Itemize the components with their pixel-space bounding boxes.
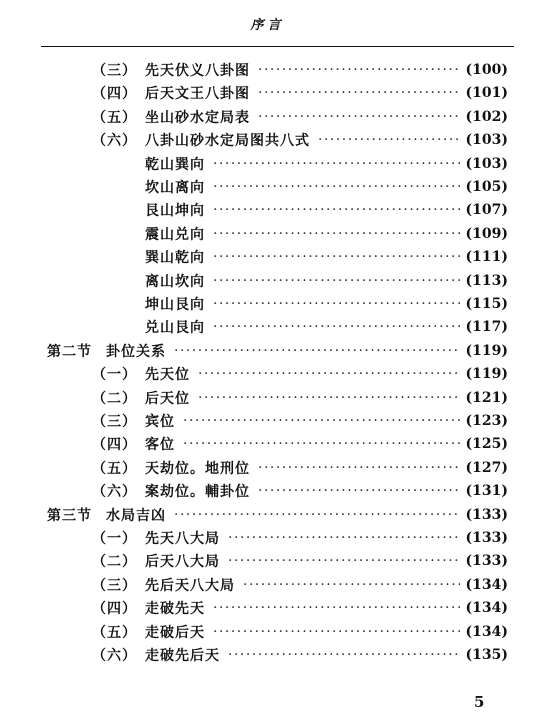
toc-entry-title: 先天伏义八卦图	[145, 63, 250, 79]
toc-entry-page: (115)	[465, 296, 508, 312]
toc-entry-label	[92, 411, 175, 431]
dot-leader	[318, 132, 460, 148]
dot-leader	[258, 460, 460, 476]
toc-entry	[92, 433, 508, 455]
toc-entry-title: 八卦山砂水定局图共八式	[145, 133, 310, 150]
toc-entry-page: (133)	[465, 530, 508, 546]
toc-entry-label	[92, 130, 310, 150]
toc-entry-label	[145, 200, 205, 220]
dot-leader	[213, 319, 460, 335]
dot-leader	[213, 296, 460, 312]
toc-entry	[92, 527, 508, 549]
toc-entry	[145, 153, 508, 175]
toc-entry-label	[145, 154, 205, 174]
dot-leader	[183, 436, 460, 452]
toc-entry-title: 坎山离向	[145, 180, 205, 196]
toc-entry-label	[92, 481, 250, 501]
toc-entry-number: （三）	[92, 414, 137, 430]
toc-entry-label	[92, 458, 250, 478]
toc-entry-label	[92, 575, 235, 595]
dot-leader	[174, 507, 460, 523]
toc-entry-number: （六）	[92, 484, 137, 501]
toc-entry-label	[145, 177, 205, 197]
toc-entry-page: (103)	[465, 132, 508, 149]
dot-leader	[174, 343, 460, 359]
toc-entry-number: （三）	[92, 577, 137, 594]
toc-entry-number: （三）	[92, 63, 137, 79]
toc-entry-title: 案劫位。輔卦位	[145, 484, 250, 501]
toc-entry	[92, 129, 508, 151]
toc-entry	[47, 504, 508, 526]
toc-entry-title: 后天八大局	[145, 554, 220, 571]
toc-entry-title: 走破先天	[145, 601, 205, 618]
toc-entry-label	[145, 317, 205, 337]
toc-entry-title: 坤山艮向	[145, 297, 205, 313]
toc-entry-number: （一）	[92, 531, 137, 547]
dot-leader	[213, 202, 460, 218]
dot-leader	[258, 62, 460, 78]
toc-entry	[92, 621, 508, 643]
toc-entry-page: (134)	[465, 623, 508, 640]
toc-entry-number: （五）	[92, 109, 137, 126]
dot-leader	[213, 273, 460, 289]
toc-entry-page: (119)	[465, 366, 508, 383]
toc-entry-label	[92, 388, 190, 408]
dot-leader	[183, 413, 460, 429]
dot-leader	[243, 577, 460, 593]
toc-entry-page: (107)	[465, 202, 508, 219]
toc-entry-number: 第二节	[47, 343, 92, 360]
toc-entry	[92, 457, 508, 479]
toc-entry-page: (125)	[465, 436, 508, 453]
toc-entry-label	[92, 83, 250, 103]
toc-entry-label	[92, 364, 190, 384]
running-header: 序言	[250, 18, 285, 33]
toc-entry-page: (105)	[465, 179, 508, 195]
toc-entry-number: （五）	[92, 624, 137, 641]
toc-entry-page: (121)	[465, 389, 508, 406]
toc-entry-title: 坐山砂水定局表	[145, 109, 250, 126]
toc-entry-number: （五）	[92, 460, 137, 477]
toc-entry	[92, 574, 508, 596]
toc-entry-title: 卦位关系	[106, 343, 166, 360]
toc-entry-label	[92, 60, 250, 80]
toc-entry-page: (103)	[465, 155, 508, 172]
toc-entry	[145, 293, 508, 315]
toc-entry-title: 天劫位。地刑位	[145, 460, 250, 477]
toc-entry	[92, 410, 508, 432]
toc-entry	[92, 387, 508, 409]
toc-entry-title: 震山兑向	[145, 226, 205, 243]
toc-entry-number: （一）	[92, 367, 137, 384]
page-number: 5	[474, 693, 485, 711]
toc-entry-page: (127)	[465, 459, 508, 476]
toc-entry-title: 先天八大局	[145, 531, 220, 547]
toc-entry-title: 后天位	[145, 390, 190, 407]
toc-entry-page: (133)	[465, 553, 508, 570]
toc-entry-title: 先天位	[145, 367, 190, 384]
toc-entry	[145, 246, 508, 268]
toc-entry-label	[92, 434, 175, 454]
dot-leader	[258, 109, 460, 125]
toc-entry-page: (131)	[465, 483, 508, 500]
toc-entry-title: 水局吉凶	[106, 507, 166, 524]
toc-entry-number: （四）	[92, 86, 137, 103]
toc-entry-number: 第三节	[47, 507, 92, 524]
toc-entry-label	[92, 107, 250, 127]
toc-entry-title: 客位	[145, 437, 175, 454]
toc-entry-label	[145, 294, 205, 314]
dot-leader	[213, 156, 460, 172]
toc-entry	[92, 597, 508, 619]
dot-leader	[228, 553, 460, 569]
toc-entry	[92, 363, 508, 385]
toc-entry-title: 兑山艮向	[145, 320, 205, 337]
dot-leader	[213, 179, 460, 195]
toc-entry-page: (111)	[465, 249, 508, 266]
toc-entry-label	[47, 341, 166, 361]
toc-entry-number: （四）	[92, 601, 137, 618]
toc-entry-label	[92, 551, 220, 571]
dot-leader	[213, 600, 460, 616]
toc-entry	[47, 340, 508, 362]
toc-entry-title: 走破后天	[145, 624, 205, 641]
toc-entry-label	[145, 271, 205, 291]
toc-entry-page: (117)	[465, 319, 508, 336]
toc-entry-label	[92, 622, 205, 642]
toc-entry-page: (123)	[465, 413, 508, 429]
toc-entry	[145, 223, 508, 245]
toc-entry-page: (102)	[465, 108, 508, 125]
dot-leader	[198, 366, 460, 382]
toc-entry-page: (134)	[465, 576, 508, 593]
toc-entry-page: (134)	[465, 600, 508, 617]
toc-entry-title: 宾位	[145, 414, 175, 430]
toc-entry	[92, 59, 508, 81]
toc-entry	[145, 316, 508, 338]
dot-leader	[213, 624, 460, 640]
toc-entry	[92, 550, 508, 572]
toc-entry-label	[145, 224, 205, 244]
toc-entry-page: (133)	[465, 506, 508, 523]
dot-leader	[228, 647, 460, 663]
toc-entry-title: 先后天八大局	[145, 577, 235, 594]
toc-entry-label	[92, 598, 205, 618]
toc-entry	[92, 106, 508, 128]
dot-leader	[213, 226, 460, 242]
dot-leader	[258, 483, 460, 499]
toc-entry-page: (113)	[465, 272, 508, 289]
toc-entry-number: （二）	[92, 554, 137, 571]
toc-entry-page: (109)	[465, 225, 508, 242]
toc-entry-number: （六）	[92, 648, 137, 664]
toc-entry-label	[47, 505, 166, 525]
toc-entry-page: (100)	[465, 62, 508, 78]
toc-entry-number: （六）	[92, 133, 137, 150]
toc-entry-title: 艮山坤向	[145, 203, 205, 220]
toc-entry	[92, 480, 508, 502]
toc-entry-number: （二）	[92, 390, 137, 407]
toc-entry-label	[145, 247, 205, 267]
toc-entry	[145, 270, 508, 292]
toc-entry-page: (135)	[465, 647, 508, 663]
toc-entry	[92, 644, 508, 666]
toc-entry-number: （四）	[92, 437, 137, 454]
toc-entry-title: 后天文王八卦图	[145, 86, 250, 103]
toc-entry	[92, 82, 508, 104]
toc-entry-title: 走破先后天	[145, 648, 220, 664]
dot-leader	[258, 85, 460, 101]
dot-leader	[228, 530, 460, 546]
toc-entry	[145, 199, 508, 221]
toc-entry-page: (119)	[465, 342, 508, 359]
toc-entry-title: 巽山乾向	[145, 250, 205, 267]
toc-entry	[145, 176, 508, 198]
header-rule	[41, 46, 514, 47]
dot-leader	[213, 249, 460, 265]
dot-leader	[198, 390, 460, 406]
toc-entry-page: (101)	[465, 85, 508, 102]
toc-entry-label	[92, 528, 220, 548]
toc-entry-title: 离山坎向	[145, 273, 205, 290]
toc-entry-title: 乾山巽向	[145, 156, 205, 173]
toc-entry-label	[92, 645, 220, 665]
